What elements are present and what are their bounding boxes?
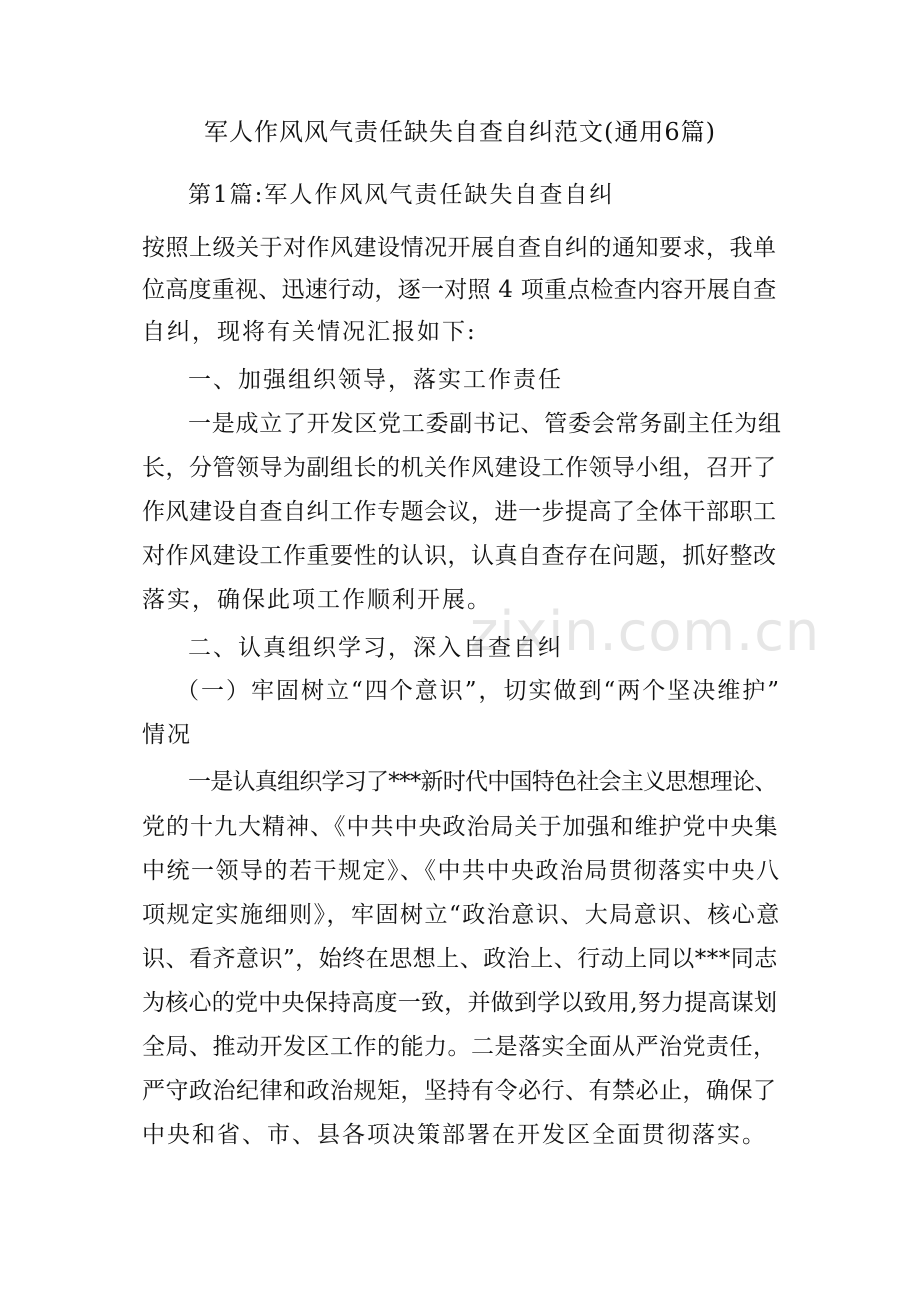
paragraph-line: 全局、推动开发区工作的能力。二是落实全面从严治党责任， — [142, 1034, 777, 1060]
paragraph-line: 中央和省、市、县各项决策部署在开发区全面贯彻落实。 — [142, 1122, 767, 1148]
paragraph-line: 作风建设自查自纠工作专题会议，进一步提高了全体干部职工 — [142, 499, 777, 525]
paragraph-line: 对作风建设工作重要性的认识，认真自查存在问题，抓好整改 — [142, 543, 777, 569]
paragraph-line: 严守政治纪律和政治规矩，坚持有令必行、有禁必止，确保了 — [142, 1078, 777, 1104]
paragraph-line: 一是成立了开发区党工委副书记、管委会常务副主任为组 — [188, 411, 782, 437]
paragraph-line: 自纠，现将有关情况汇报如下: — [142, 319, 477, 345]
paragraph-line: 落实，确保此项工作顺利开展。 — [142, 587, 492, 613]
paragraph-line: 党的十九大精神、《中共中央政治局关于加强和维护党中央集 — [142, 814, 779, 840]
watermark: zixin.com.cn — [470, 600, 821, 663]
paragraph-line: 识、看齐意识”，始终在思想上、政治上、行动上同以***同志 — [142, 946, 778, 972]
paragraph-line: 位高度重视、迅速行动，逐一对照 4 项重点检查内容开展自查 — [142, 277, 777, 303]
document-title: 军人作风风气责任缺失自查自纠范文(通用6篇) — [204, 118, 716, 146]
paragraph-line: 一是认真组织学习了***新时代中国特色社会主义思想理论、 — [188, 769, 777, 795]
subheading: （一）牢固树立“四个意识”，切实做到“两个坚决维护” — [176, 678, 782, 704]
paragraph-line: 长，分管领导为副组长的机关作风建设工作领导小组，召开了 — [142, 455, 777, 481]
paragraph-line: 情况 — [142, 722, 192, 748]
paragraph-line: 中统一领导的若干规定》、《中共中央政治局贯彻落实中央八 — [142, 858, 781, 884]
paragraph-line: 为核心的党中央保持高度一致，并做到学以致用,努力提高谋划 — [142, 990, 778, 1016]
subheading: 一、加强组织领导，落实工作责任 — [188, 367, 563, 393]
paragraph-line: 项规定实施细则》，牢固树立“政治意识、大局意识、核心意 — [142, 902, 781, 928]
subheading: 二、认真组织学习，深入自查自纠 — [188, 635, 563, 661]
section-heading: 第1篇:军人作风风气责任缺失自查自纠 — [188, 182, 615, 208]
paragraph-line: 按照上级关于对作风建设情况开展自查自纠的通知要求，我单 — [142, 235, 777, 261]
